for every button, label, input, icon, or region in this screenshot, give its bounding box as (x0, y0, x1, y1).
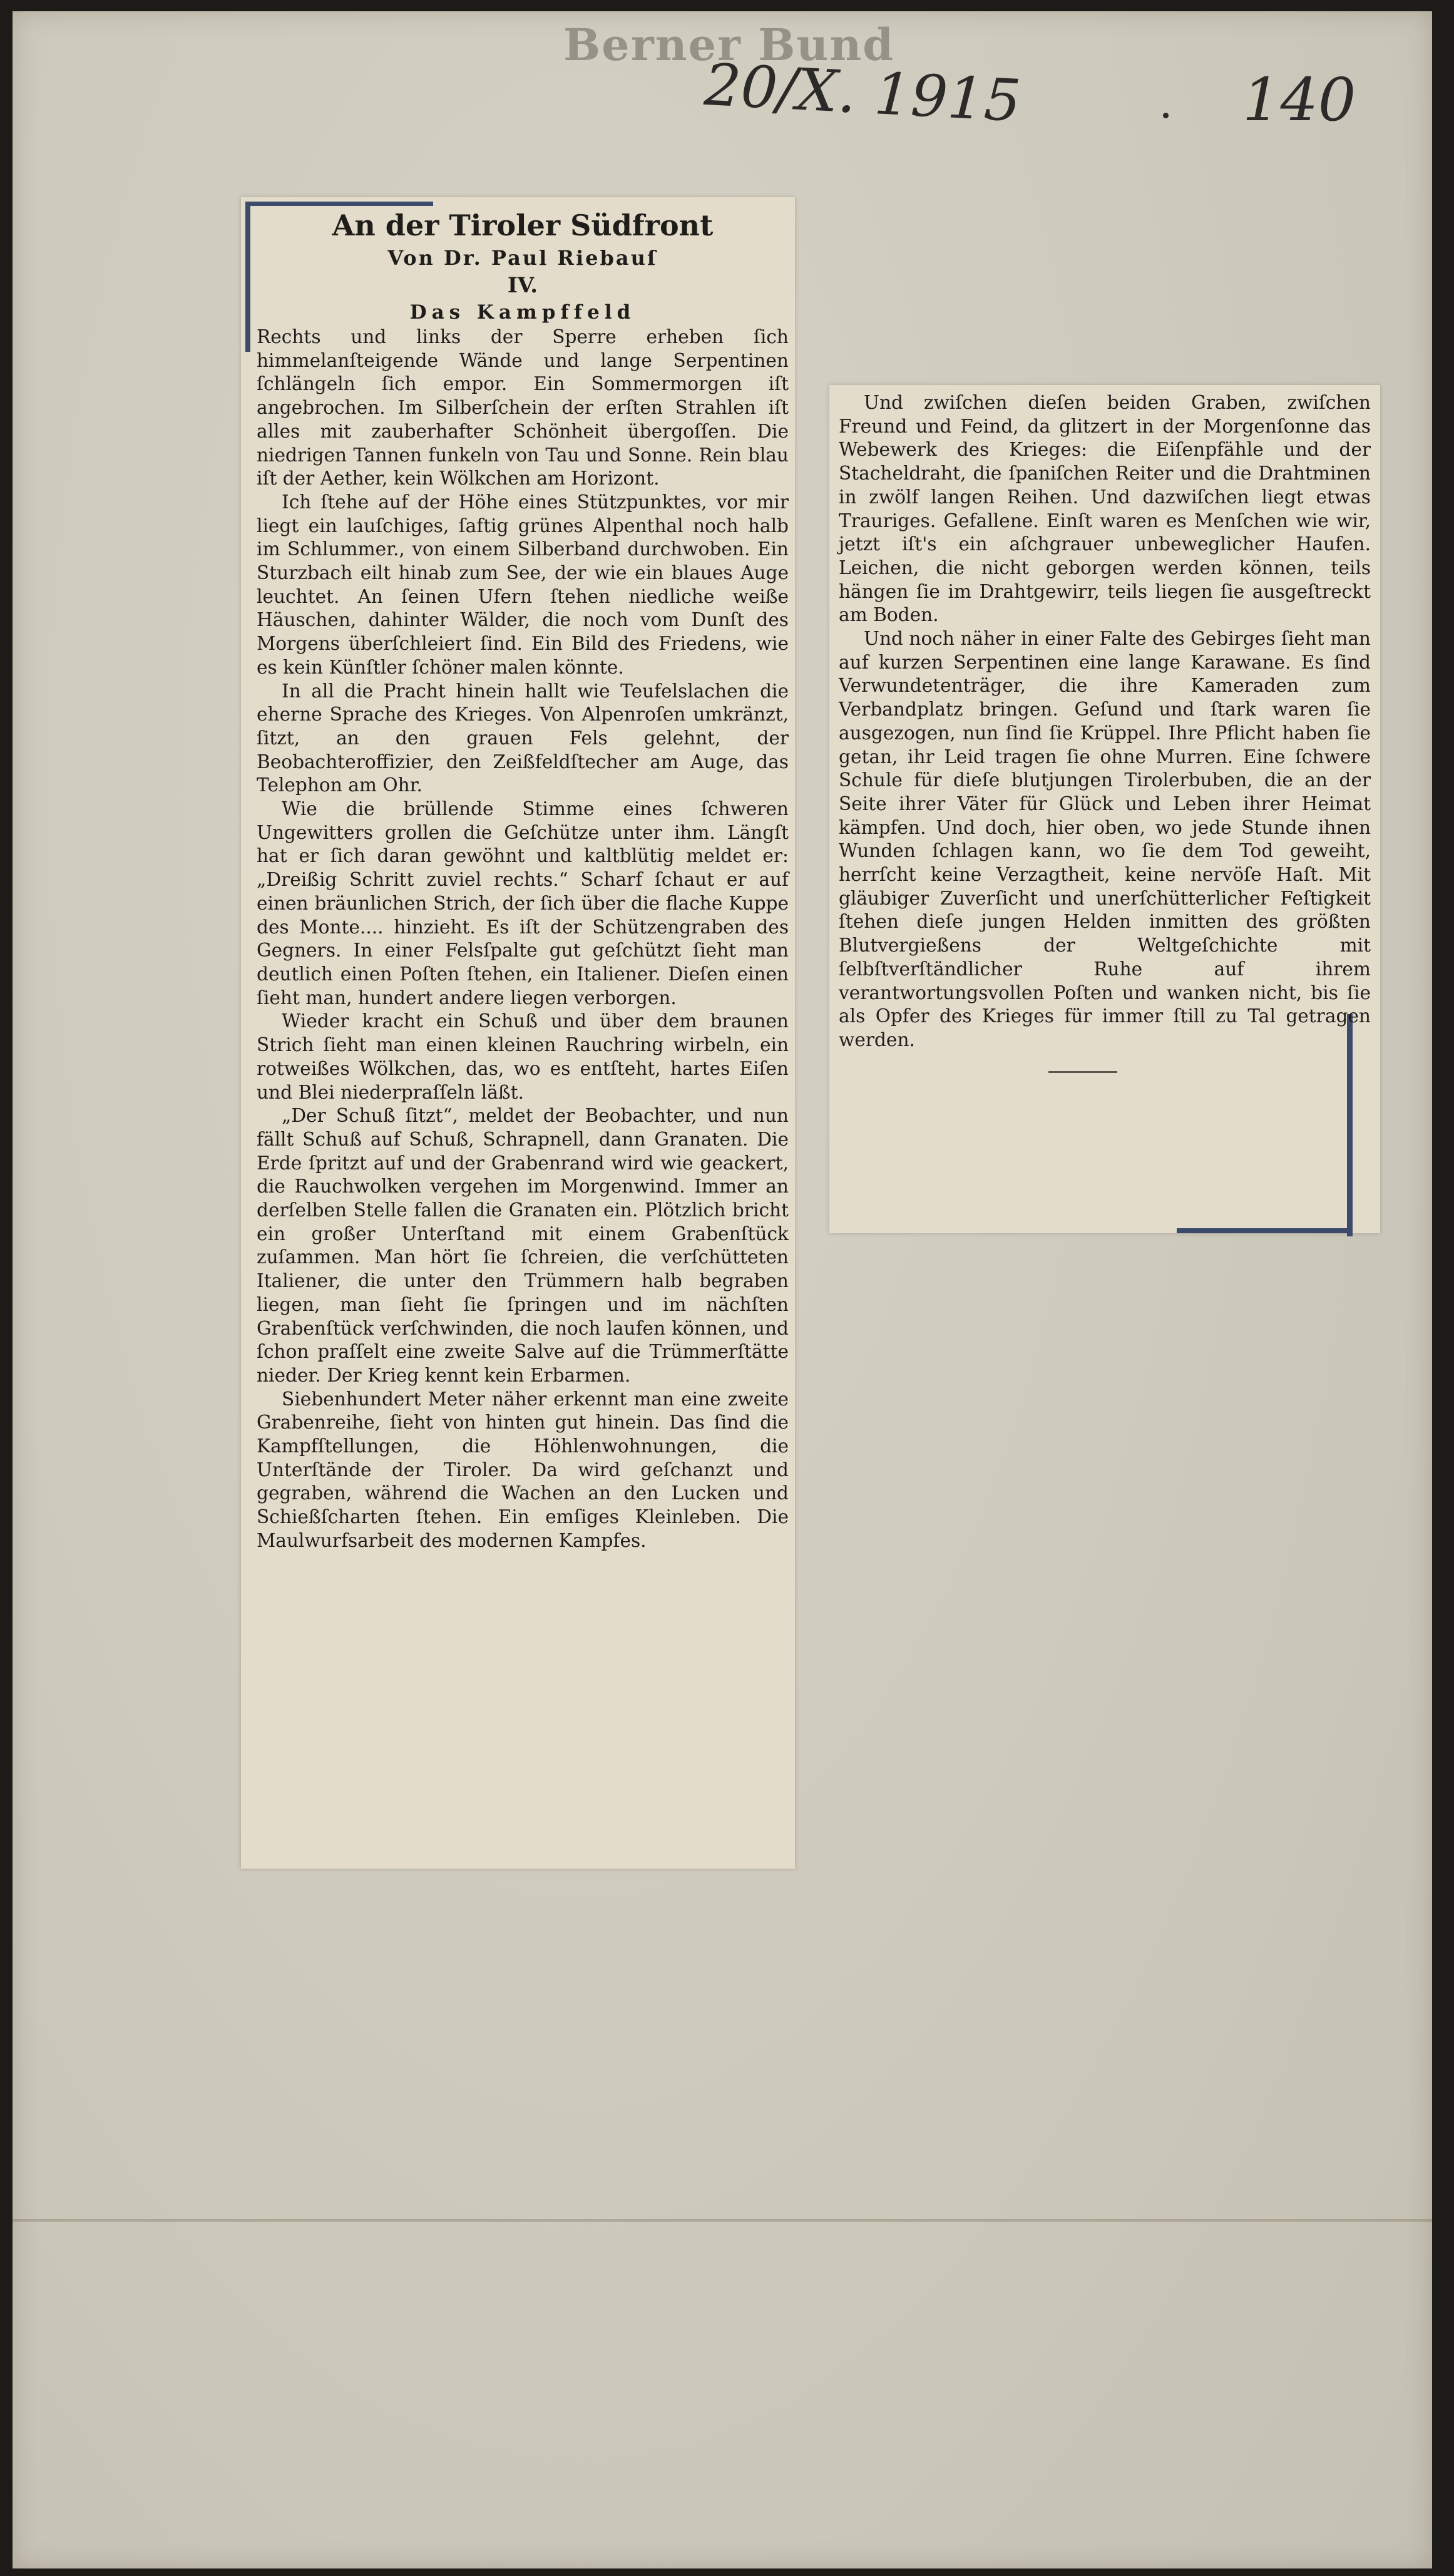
paragraph: „Der Schuß ſitzt“, meldet der Beobachter, und nun fällt Schuß auf Schuß, Schrapnell, dann Granaten. Die Erde ſpritzt auf und der Grabenrand wird wie geackert, die Rauchwolken vergehen im Morgenwind. Immer an derſelben Stelle fallen die Granaten ein. Plötzlich bricht ein großer Unterſtand mit einem Grabenſtück zuſammen. Man hört ſie ſchreien, die verſchütteten Italiener, die unter den Trümmern halb begraben liegen, man ſieht ſie ſpringen und im nächſten Grabenſtück verſchwinden, die noch laufen können, und ſchon praſſelt eine zweite Salve auf die Trümmerſtätte nieder. Der Krieg kennt kein Erbarmen. (257, 1105, 789, 1386)
paragraph: Siebenhundert Meter näher erkennt man eine zweite Grabenreihe, ſieht von hinten gut hinein. Das ſind die Kampfſtellungen, die Höhlenwohnungen, die Unterſtände der Tiroler. Da wird geſchanzt und gegraben, während die Wachen an den Lucken und Schießſcharten ſtehen. Ein emſiges Kleinleben. Die Maulwurfsarbeit des modernen Kampfes. (257, 1388, 789, 1551)
article-left-column (257, 207, 789, 1553)
paragraph: Und noch näher in einer Falte des Gebirges ſieht man auf kurzen Serpentinen eine lange Karawane. Es ſind Verwundetenträger, die ihre Kameraden zum Verbandplatz bringen. Geſund und ſtark waren ſie ausgezogen, nun ſind ſie Krüppel. Ihre Pflicht haben ſie getan, ihr Leid tragen ſie ohne Murren. Eine ſchwere Schule für dieſe blutjungen Tirolerbuben, die an der Seite ihrer Väter für Glück und Leben ihrer Heimat kämpfen. Und doch, hier oben, wo jede Stunde ihnen Wunden ſchlagen kann, wo ſie dem Tod geweiht, herrſcht keine Verzagtheit, keine nervöſe Haſt. Mit gläubiger Zuverſicht und unerſchütterlicher Feſtigkeit ſtehen dieſe jungen Helden inmitten des größten Blutvergießens der Weltgeſchichte mit ſelbſtverſtändlicher Ruhe auf ihrem verantwortungsvollen Poſten und wanken nicht, bis ſie als Opfer des Krieges für immer ſtill zu Tal getragen werden. (839, 628, 1371, 1050)
paragraph: Ich ſtehe auf der Höhe eines Stützpunktes, vor mir liegt ein lauſchiges, ſaftig grünes Alpenthal noch halb im Schlummer., von einem Silberband durchwoben. Ein Sturzbach eilt hinab zum See, der wie ein blaues Auge leuchtet. An ſeinen Ufern ſtehen niedliche weiße Häuschen, dahinter Wälder, die noch vom Dunſt des Morgens überſchleiert ſind. Ein Bild des Friedens, wie es kein Künſtler ſchöner malen könnte. (257, 491, 789, 678)
paragraph: Wie die brüllende Stimme eines ſchweren Ungewitters grollen die Geſchütze unter ihm. Längſt hat er ſich daran gewöhnt und kaltblütig meldet er: „Dreißig Schritt zuviel rechts.“ Scharf ſchaut er auf einen bräunlichen Strich, der ſich über die flache Kuppe des Monte.... hinzieht. Es iſt der Schützengraben des Gegners. In einer Felsſpalte gut geſchützt ſieht man deutlich einen Poſten ſtehen, ein Italiener. Dieſen einen ſieht man, hundert andere liegen verborgen. (257, 798, 789, 1008)
article-right-column (839, 391, 1371, 1073)
blue-pencil-mark (245, 202, 250, 352)
article-part-number: IV. (507, 273, 538, 298)
article-title: An der Tiroler Südfront (332, 208, 714, 242)
article-end-rule (1048, 1071, 1117, 1073)
article-byline: Von Dr. Paul Riebauſ (387, 246, 658, 270)
blue-pencil-mark (1177, 1228, 1352, 1233)
handwritten-page-number: 140 (1242, 66, 1356, 135)
article-section-heading: Das Kampffeld (409, 301, 636, 324)
paragraph: In all die Pracht hinein hallt wie Teufelslachen die eherne Sprache des Krieges. Von Alpenroſen umkränzt, ſitzt, an den grauen Fels gelehnt, der Beobachteroffizier, den Zeißfeldſtecher am Auge, das Telephon am Ohr. (257, 680, 789, 796)
paragraph: Und zwiſchen dieſen beiden Graben, zwiſchen Freund und Feind, da glitzert in der Morgenſonne das Webewerk des Krieges: die Eiſenpfähle und der Stacheldraht, die ſpaniſchen Reiter und die Drahtminen in zwölf langen Reihen. Und dazwiſchen liegt etwas Trauriges. Gefallene. Einſt waren es Menſchen wie wir, jetzt iſt's ein aſchgrauer unbeweglicher Haufen. Leichen, die nicht geborgen werden können, teils hängen ſie im Drahtgewirr, teils liegen ſie ausgeſtreckt am Boden. (839, 392, 1371, 626)
paragraph: Rechts und links der Sperre erheben ſich himmelanſteigende Wände und lange Serpentinen ſchlängeln ſich empor. Ein Sommermorgen iſt angebrochen. Im Silberſchein der erſten Strahlen iſt alles mit zauberhafter Schönheit übergoſſen. Die niedrigen Tannen funkeln von Tau und Sonne. Rein blau iſt der Aether, kein Wölkchen am Horizont. (257, 326, 789, 490)
ink-dot (1163, 113, 1169, 118)
newspaper-stamp: Berner Bund (563, 19, 895, 71)
sheet-fold-line (13, 2219, 1432, 2222)
blue-pencil-mark (245, 202, 433, 206)
paragraph: Wieder kracht ein Schuß und über dem braunen Strich ſieht man einen kleinen Rauchring wirbeln, ein rotweißes Wölkchen, das, wo es entſteht, hartes Eiſen und Blei niederpraſſeln läßt. (257, 1010, 789, 1103)
handwritten-date: 20/X. 1915 (702, 51, 1023, 135)
